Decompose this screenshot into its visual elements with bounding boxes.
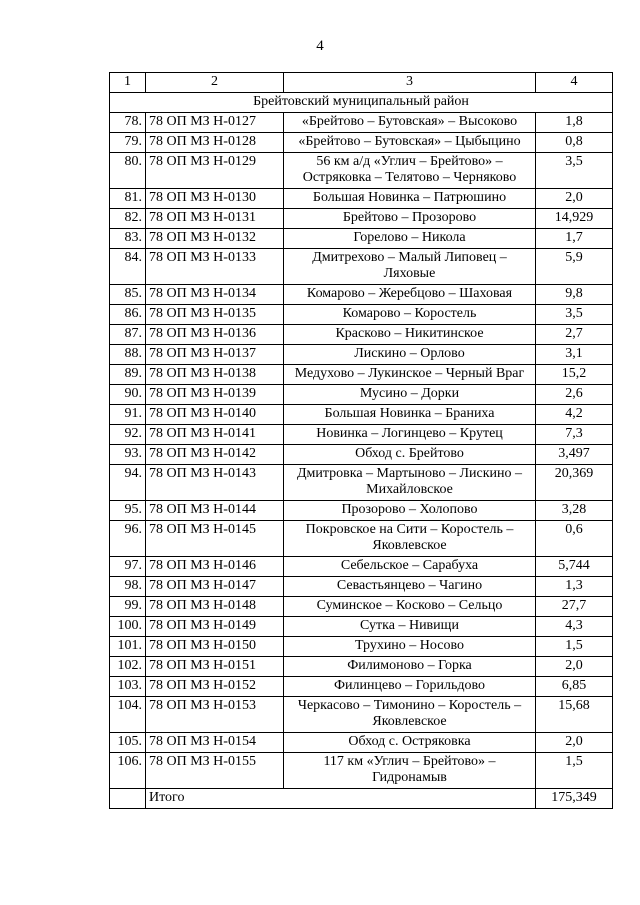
- row-number: 106.: [110, 753, 146, 789]
- row-number: 100.: [110, 617, 146, 637]
- district-row: [110, 93, 613, 113]
- road-name: Филимоново – Горка: [284, 657, 536, 677]
- road-name: Большая Новинка – Патрюшино: [284, 189, 536, 209]
- row-number: 80.: [110, 153, 146, 189]
- road-name: Обход с. Остряковка: [284, 733, 536, 753]
- road-name: Трухино – Носово: [284, 637, 536, 657]
- road-length: 1,7: [536, 229, 613, 249]
- row-number: 102.: [110, 657, 146, 677]
- road-code: 78 ОП МЗ Н-0143: [146, 465, 284, 501]
- road-code: 78 ОП МЗ Н-0144: [146, 501, 284, 521]
- table-row: [110, 733, 613, 753]
- road-name: «Брейтово – Бутовская» – Цыбыцино: [284, 133, 536, 153]
- road-length: 0,8: [536, 133, 613, 153]
- road-length: 20,369: [536, 465, 613, 501]
- header-row: [110, 73, 613, 93]
- row-number: 105.: [110, 733, 146, 753]
- road-code: 78 ОП МЗ Н-0147: [146, 577, 284, 597]
- row-number: 85.: [110, 285, 146, 305]
- road-name: Дмитрехово – Малый Липовец – Ляховые: [284, 249, 536, 285]
- road-code: 78 ОП МЗ Н-0148: [146, 597, 284, 617]
- total-empty-cell: [110, 789, 146, 809]
- road-length: 6,85: [536, 677, 613, 697]
- table-row: [110, 325, 613, 345]
- row-number: 96.: [110, 521, 146, 557]
- road-name: Обход с. Брейтово: [284, 445, 536, 465]
- table-row: [110, 677, 613, 697]
- table-row: [110, 425, 613, 445]
- road-length: 1,3: [536, 577, 613, 597]
- table-row: [110, 153, 613, 189]
- table-row: [110, 597, 613, 617]
- row-number: 103.: [110, 677, 146, 697]
- road-length: 2,6: [536, 385, 613, 405]
- road-code: 78 ОП МЗ Н-0152: [146, 677, 284, 697]
- table-row: [110, 385, 613, 405]
- road-length: 5,9: [536, 249, 613, 285]
- road-name: Филинцево – Горильдово: [284, 677, 536, 697]
- road-code: 78 ОП МЗ Н-0154: [146, 733, 284, 753]
- table-row: [110, 285, 613, 305]
- table-row: [110, 657, 613, 677]
- road-name: Медухово – Лукинское – Черный Враг: [284, 365, 536, 385]
- row-number: 89.: [110, 365, 146, 385]
- road-code: 78 ОП МЗ Н-0131: [146, 209, 284, 229]
- road-length: 3,497: [536, 445, 613, 465]
- page-number: 4: [316, 38, 324, 54]
- table-row: [110, 405, 613, 425]
- table-row: [110, 365, 613, 385]
- district-title: Брейтовский муниципальный район: [110, 93, 613, 113]
- row-number: 82.: [110, 209, 146, 229]
- road-length: 5,744: [536, 557, 613, 577]
- road-code: 78 ОП МЗ Н-0146: [146, 557, 284, 577]
- road-code: 78 ОП МЗ Н-0132: [146, 229, 284, 249]
- row-number: 93.: [110, 445, 146, 465]
- road-code: 78 ОП МЗ Н-0139: [146, 385, 284, 405]
- row-number: 95.: [110, 501, 146, 521]
- row-number: 90.: [110, 385, 146, 405]
- row-number: 79.: [110, 133, 146, 153]
- road-length: 2,0: [536, 733, 613, 753]
- road-name: Мусино – Дорки: [284, 385, 536, 405]
- roads-table: [109, 72, 613, 809]
- road-name: Комарово – Коростель: [284, 305, 536, 325]
- table-row: [110, 577, 613, 597]
- table-row: [110, 445, 613, 465]
- road-name: Брейтово – Прозорово: [284, 209, 536, 229]
- road-code: 78 ОП МЗ Н-0155: [146, 753, 284, 789]
- total-label: Итого: [146, 789, 536, 809]
- road-code: 78 ОП МЗ Н-0130: [146, 189, 284, 209]
- road-code: 78 ОП МЗ Н-0129: [146, 153, 284, 189]
- road-name: Лискино – Орлово: [284, 345, 536, 365]
- road-code: 78 ОП МЗ Н-0150: [146, 637, 284, 657]
- row-number: 94.: [110, 465, 146, 501]
- road-code: 78 ОП МЗ Н-0134: [146, 285, 284, 305]
- road-length: 2,0: [536, 657, 613, 677]
- header-col-3: 3: [284, 73, 536, 93]
- table-row: [110, 305, 613, 325]
- road-length: 1,5: [536, 637, 613, 657]
- road-code: 78 ОП МЗ Н-0135: [146, 305, 284, 325]
- road-name: Сутка – Нивищи: [284, 617, 536, 637]
- road-code: 78 ОП МЗ Н-0140: [146, 405, 284, 425]
- table-row: [110, 501, 613, 521]
- road-length: 9,8: [536, 285, 613, 305]
- table-row: [110, 697, 613, 733]
- table-row: [110, 209, 613, 229]
- table-row: [110, 345, 613, 365]
- table-row: [110, 249, 613, 285]
- row-number: 87.: [110, 325, 146, 345]
- road-name: Большая Новинка – Браниха: [284, 405, 536, 425]
- road-name: Покровское на Сити – Коростель – Яковлевское: [284, 521, 536, 557]
- header-col-4: 4: [536, 73, 613, 93]
- road-length: 7,3: [536, 425, 613, 445]
- road-code: 78 ОП МЗ Н-0151: [146, 657, 284, 677]
- total-row: [110, 789, 613, 809]
- road-name: Прозорово – Холопово: [284, 501, 536, 521]
- road-length: 27,7: [536, 597, 613, 617]
- road-length: 3,1: [536, 345, 613, 365]
- row-number: 86.: [110, 305, 146, 325]
- road-length: 1,5: [536, 753, 613, 789]
- road-length: 1,8: [536, 113, 613, 133]
- road-name: Себельское – Сарабуха: [284, 557, 536, 577]
- table-row: [110, 557, 613, 577]
- road-code: 78 ОП МЗ Н-0133: [146, 249, 284, 285]
- road-length: 3,28: [536, 501, 613, 521]
- road-code: 78 ОП МЗ Н-0138: [146, 365, 284, 385]
- row-number: 101.: [110, 637, 146, 657]
- row-number: 92.: [110, 425, 146, 445]
- table-row: [110, 753, 613, 789]
- table-row: [110, 465, 613, 501]
- road-name: Дмитровка – Мартыново – Лискино – Михайловское: [284, 465, 536, 501]
- table-row: [110, 229, 613, 249]
- table-row: [110, 189, 613, 209]
- road-name: «Брейтово – Бутовская» – Высоково: [284, 113, 536, 133]
- table-row: [110, 617, 613, 637]
- row-number: 98.: [110, 577, 146, 597]
- row-number: 88.: [110, 345, 146, 365]
- road-length: 15,2: [536, 365, 613, 385]
- road-length: 4,2: [536, 405, 613, 425]
- row-number: 81.: [110, 189, 146, 209]
- row-number: 84.: [110, 249, 146, 285]
- road-length: 14,929: [536, 209, 613, 229]
- road-name: Новинка – Логинцево – Крутец: [284, 425, 536, 445]
- road-length: 2,0: [536, 189, 613, 209]
- road-code: 78 ОП МЗ Н-0145: [146, 521, 284, 557]
- road-length: 0,6: [536, 521, 613, 557]
- road-name: Горелово – Никола: [284, 229, 536, 249]
- road-length: 2,7: [536, 325, 613, 345]
- road-length: 3,5: [536, 153, 613, 189]
- road-name: Комарово – Жеребцово – Шаховая: [284, 285, 536, 305]
- road-code: 78 ОП МЗ Н-0142: [146, 445, 284, 465]
- road-name: 56 км а/д «Углич – Брейтово» – Остряковка – Телятово – Черняково: [284, 153, 536, 189]
- table-row: [110, 521, 613, 557]
- road-name: 117 км «Углич – Брейтово» – Гидронамыв: [284, 753, 536, 789]
- row-number: 91.: [110, 405, 146, 425]
- road-code: 78 ОП МЗ Н-0127: [146, 113, 284, 133]
- road-name: Суминское – Косково – Сельцо: [284, 597, 536, 617]
- row-number: 97.: [110, 557, 146, 577]
- road-code: 78 ОП МЗ Н-0137: [146, 345, 284, 365]
- table-row: [110, 113, 613, 133]
- header-col-1: 1: [110, 73, 146, 93]
- road-code: 78 ОП МЗ Н-0153: [146, 697, 284, 733]
- road-length: 15,68: [536, 697, 613, 733]
- road-name: Красково – Никитинское: [284, 325, 536, 345]
- row-number: 83.: [110, 229, 146, 249]
- road-code: 78 ОП МЗ Н-0141: [146, 425, 284, 445]
- road-length: 4,3: [536, 617, 613, 637]
- road-code: 78 ОП МЗ Н-0128: [146, 133, 284, 153]
- row-number: 99.: [110, 597, 146, 617]
- row-number: 104.: [110, 697, 146, 733]
- road-name: Черкасово – Тимонино – Коростель – Яковлевское: [284, 697, 536, 733]
- road-code: 78 ОП МЗ Н-0149: [146, 617, 284, 637]
- road-code: 78 ОП МЗ Н-0136: [146, 325, 284, 345]
- total-value: 175,349: [536, 789, 613, 809]
- row-number: 78.: [110, 113, 146, 133]
- road-name: Севастьянцево – Чагино: [284, 577, 536, 597]
- header-col-2: 2: [146, 73, 284, 93]
- table-row: [110, 637, 613, 657]
- road-length: 3,5: [536, 305, 613, 325]
- table-row: [110, 133, 613, 153]
